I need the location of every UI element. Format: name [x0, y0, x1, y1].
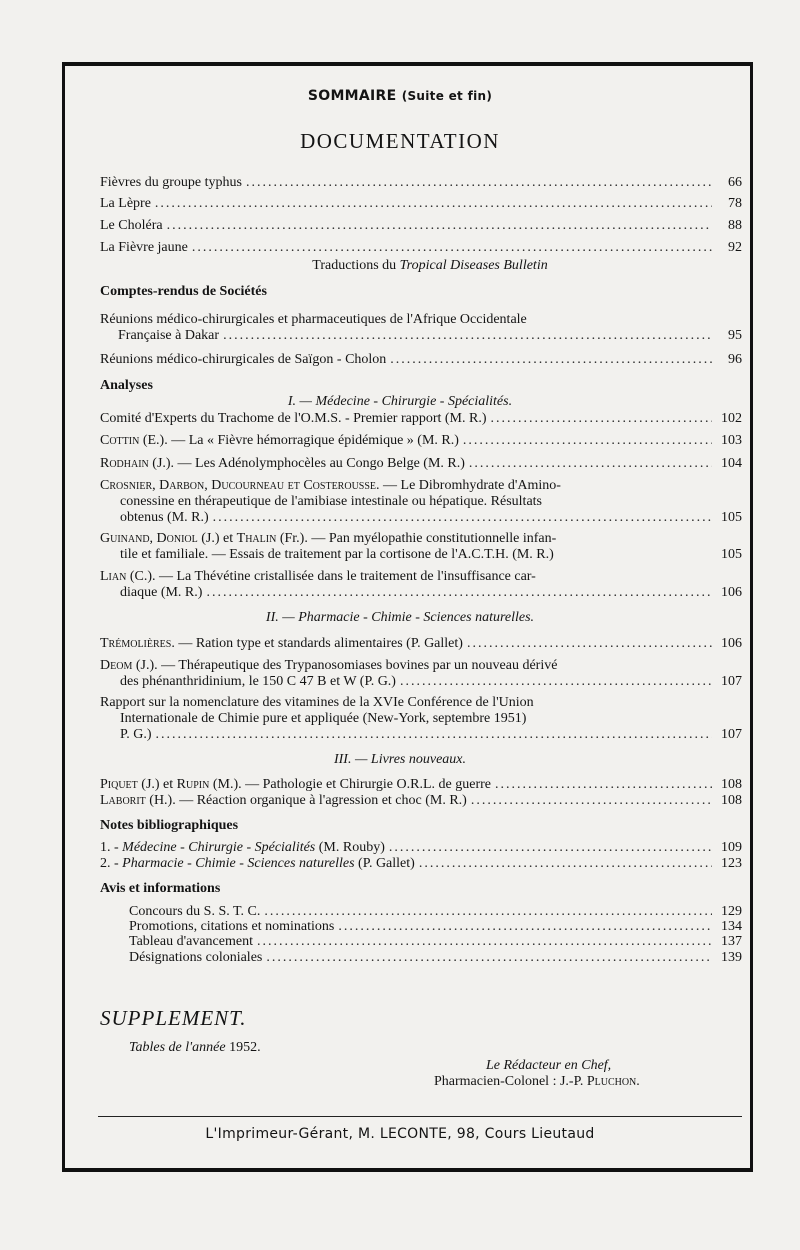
toc-entry[interactable]: diaque (M. R.) ..... 106	[120, 585, 742, 601]
toc-entry[interactable]	[100, 218, 742, 234]
author: Lian	[100, 569, 127, 584]
printer-imprint: L'Imprimeur-Gérant, M. LECONTE, 98, Cours Lieutaud	[205, 1126, 595, 1142]
entry-page: 129	[721, 904, 742, 919]
toc-entry-text: Rapport sur la nomenclature des vitamines de la XVIe Conférence de l'Union	[100, 695, 534, 710]
entry-page: 137	[721, 934, 742, 949]
section-heading: Avis et informations	[100, 881, 221, 896]
toc-entry[interactable]: Laborit (H.). — Réaction organique à l'agression et choc (M. R.) ..... 108	[100, 793, 742, 809]
entry-page: 107	[721, 727, 742, 742]
toc-entry-text: Guinand, Doniol (J.) et Thalin (Fr.). — Pan myélopathie constitutionnelle infan-	[100, 531, 557, 546]
toc-entry[interactable]: Réunions médico-chirurgicales de Saïgon - Cholon ..... 96	[100, 352, 742, 368]
author: Rodhain	[100, 456, 149, 471]
toc-entry[interactable]: Promotions, citations et nominations ..... 134	[129, 919, 742, 935]
footer-divider	[98, 1116, 742, 1117]
entry-page: 95	[728, 328, 742, 343]
entry-title: Fièvres du groupe typhus	[100, 175, 242, 190]
toc-entry-text: Lian (C.). — La Thévétine cristallisée dans le traitement de l'insuffisance car-	[100, 569, 536, 584]
toc-entry[interactable]: 1. - Médecine - Chirurgie - Spécialités (M. Rouby) ..... 109	[100, 840, 742, 856]
entry-page: 134	[721, 919, 742, 934]
toc-entry[interactable]: Comité d'Experts du Trachome de l'O.M.S. - Premier rapport (M. R.) ..... 102	[100, 411, 742, 427]
toc-entry[interactable]: Concours du S. S. T. C. ..... 129	[129, 904, 742, 920]
translations-note: Traductions du Tropical Diseases Bulletin	[312, 258, 548, 273]
entry-title: La Lèpre	[100, 196, 151, 211]
entry-page: 96	[728, 352, 742, 367]
toc-entry[interactable]: Cottin (E.). — La « Fièvre hémorragique épidémique » (M. R.) ..... 103	[100, 433, 742, 449]
author: Trémolières.	[100, 636, 175, 651]
page-title	[0, 88, 800, 104]
toc-entry[interactable]	[100, 175, 742, 191]
author: Thalin	[236, 531, 277, 546]
entry-page: 108	[721, 777, 742, 792]
entry-page: 123	[721, 856, 742, 871]
toc-entry-text: Réunions médico-chirurgicales et pharmaceutiques de l'Afrique Occidentale	[100, 312, 527, 327]
entry-page: 105	[721, 547, 742, 562]
supplement-title: SUPPLEMENT.	[100, 1006, 247, 1030]
toc-entry[interactable]: Tableau d'avancement ..... 137	[129, 934, 742, 950]
section-heading: Comptes-rendus de Sociétés	[100, 284, 267, 299]
toc-entry-text: Deom (J.). — Thérapeutique des Trypanosomiases bovines par un nouveau dérivé	[100, 658, 558, 673]
section-title: DOCUMENTATION	[300, 129, 500, 153]
entry-title: Le Choléra	[100, 218, 163, 233]
entry-page: 105	[721, 510, 742, 525]
entry-page: 106	[721, 636, 742, 651]
toc-entry[interactable]	[100, 240, 742, 256]
toc-entry[interactable]	[100, 196, 742, 212]
entry-page: 92	[728, 240, 742, 255]
entry-page: 103	[721, 433, 742, 448]
entry-title: La Fièvre jaune	[100, 240, 188, 255]
entry-page: 106	[721, 585, 742, 600]
toc-entry[interactable]: des phénanthridinium, le 150 C 47 B et W (P. G.) ..... 107	[120, 674, 742, 690]
editor-role: Le Rédacteur en Chef,	[486, 1058, 612, 1073]
sommaire-suffix: (Suite et fin)	[401, 89, 493, 103]
entry-page: 139	[721, 950, 742, 965]
toc-entry-text: conessine en thérapeutique de l'amibiase intestinale ou hépatique. Résultats	[120, 494, 543, 509]
entry-page: 88	[728, 218, 742, 233]
author: Guinand, Doniol	[100, 531, 198, 546]
subsection-heading: III. — Livres nouveaux.	[333, 752, 467, 767]
entry-page: 78	[728, 196, 742, 211]
toc-entry[interactable]: Désignations coloniales ..... 139	[129, 950, 742, 966]
toc-entry[interactable]: 2. - Pharmacie - Chimie - Sciences naturelles (P. Gallet) ..... 123	[100, 856, 742, 872]
bulletin-title: Tropical Diseases Bulletin	[399, 258, 548, 273]
toc-entry-text: Crosnier, Darbon, Ducourneau et Costerousse. — Le Dibromhydrate d'Amino-	[100, 478, 561, 493]
section-heading: Notes bibliographiques	[100, 818, 239, 833]
toc-entry[interactable]: Rodhain (J.). — Les Adénolymphocèles au Congo Belge (M. R.) ..... 104	[100, 456, 742, 472]
entry-page: 107	[721, 674, 742, 689]
subsection-heading: I. — Médecine - Chirurgie - Spécialités.	[287, 394, 513, 409]
toc-entry[interactable]: P. G.) ..... 107	[120, 727, 742, 743]
author: Rupin	[176, 777, 210, 792]
entry-page: 109	[721, 840, 742, 855]
entry-page: 108	[721, 793, 742, 808]
toc-entry-text: Internationale de Chimie pure et appliquée (New-York, septembre 1951)	[120, 711, 527, 726]
toc-entry[interactable]: Trémolières. — Ration type et standards alimentaires (P. Gallet) ..... 106	[100, 636, 742, 652]
sommaire-label: SOMMAIRE	[307, 88, 397, 104]
subsection-heading: II. — Pharmacie - Chimie - Sciences naturelles.	[265, 610, 535, 625]
toc-entry[interactable]: Française à Dakar ..... 95	[118, 328, 742, 344]
author: Crosnier, Darbon, Ducourneau et Costerousse.	[100, 478, 380, 493]
toc-entry[interactable]: obtenus (M. R.) ..... 105	[120, 510, 742, 526]
section-heading: Analyses	[100, 378, 153, 393]
entry-page: 102	[721, 411, 742, 426]
supplement-tables: Tables de l'année 1952.	[129, 1040, 261, 1055]
author: Piquet	[100, 777, 138, 792]
entry-page: 66	[728, 175, 742, 190]
toc-entry[interactable]: tile et familiale. — Essais de traitement par la cortisone de l'A.C.T.H. (M. R.) 105	[120, 547, 742, 562]
author: Laborit	[100, 793, 146, 808]
editor-name: Pharmacien-Colonel : J.-P. Pluchon.	[434, 1074, 640, 1089]
toc-entry[interactable]: Piquet (J.) et Rupin (M.). — Pathologie et Chirurgie O.R.L. de guerre ..... 108	[100, 777, 742, 793]
entry-page: 104	[721, 456, 742, 471]
author: Cottin	[100, 433, 140, 448]
author: Deom	[100, 658, 133, 673]
